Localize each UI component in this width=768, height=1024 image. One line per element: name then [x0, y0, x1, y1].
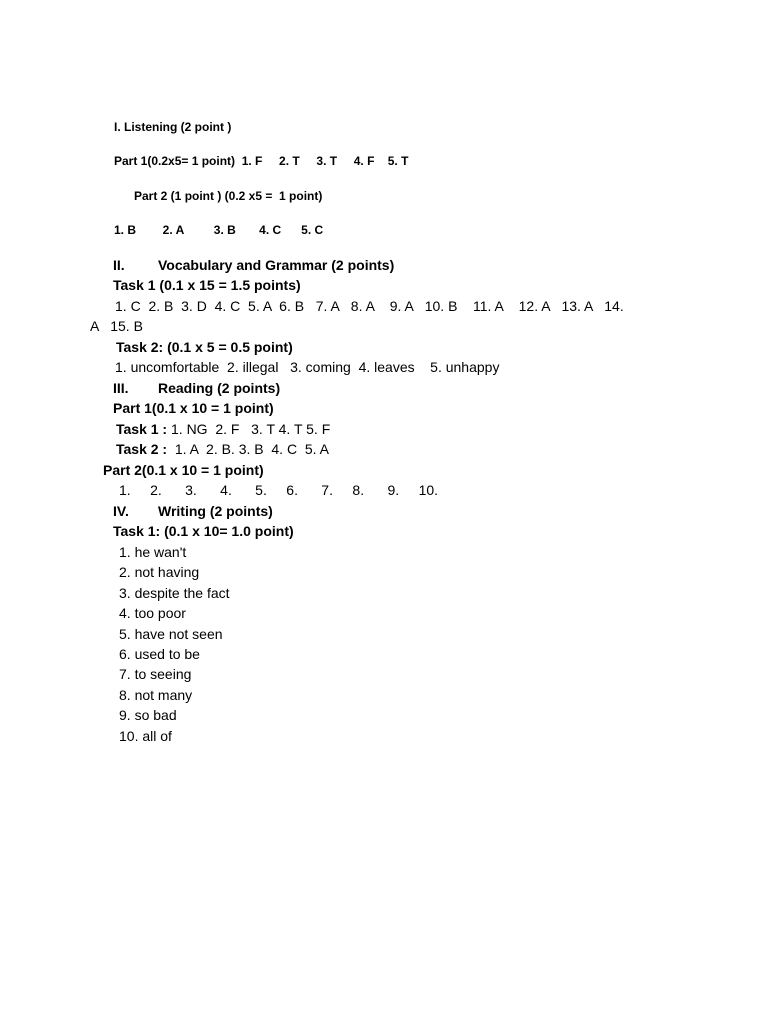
- writing-answer-4: 4. too poor: [119, 605, 186, 621]
- reading-task1-label: Task 1 :: [116, 421, 168, 437]
- vocab-title: Vocabulary and Grammar (2 points): [158, 257, 395, 273]
- writing-answer-10: 10. all of: [119, 728, 172, 744]
- reading-numeral: III.: [113, 380, 129, 396]
- listening-part2-heading: Part 2 (1 point ) (0.2 x5 = 1 point): [134, 189, 323, 203]
- reading-task2-label: Task 2 :: [116, 441, 168, 457]
- vocab-task1-line1: 1. C 2. B 3. D 4. C 5. A 6. B 7. A 8. A 9. A 10. B 11. A 12. A 13. A 14.: [115, 298, 624, 314]
- reading-task1-answers: 1. NG 2. F 3. T 4. T 5. F: [167, 421, 331, 437]
- vocab-task1-line2: A 15. B: [90, 318, 143, 334]
- writing-answer-2: 2. not having: [119, 564, 200, 580]
- writing-answer-3: 3. despite the fact: [119, 585, 230, 601]
- reading-part1-heading: Part 1(0.1 x 10 = 1 point): [113, 400, 274, 416]
- reading-task2-answers: 1. A 2. B. 3. B 4. C 5. A: [167, 441, 329, 457]
- reading-task2-line: [116, 442, 329, 456]
- vocab-numeral: II.: [113, 257, 125, 273]
- vocab-task1-heading: Task 1 (0.1 x 15 = 1.5 points): [113, 277, 301, 293]
- writing-answer-1: 1. he wan't: [119, 544, 187, 560]
- writing-task1-heading: Task 1: (0.1 x 10= 1.0 point): [113, 523, 294, 539]
- writing-answer-5: 5. have not seen: [119, 626, 223, 642]
- reading-title: Reading (2 points): [158, 380, 281, 396]
- vocab-task2-answers: 1. uncomfortable 2. illegal 3. coming 4. leaves 5. unhappy: [115, 359, 500, 375]
- listening-heading: I. Listening (2 point ): [114, 120, 232, 134]
- reading-task1-line: [116, 422, 330, 436]
- listening-part2-answers: 1. B 2. A 3. B 4. C 5. C: [114, 223, 324, 237]
- writing-title: Writing (2 points): [158, 503, 273, 519]
- writing-answer-6: 6. used to be: [119, 646, 200, 662]
- writing-numeral: IV.: [113, 503, 129, 519]
- writing-answer-9: 9. so bad: [119, 707, 177, 723]
- reading-part2-answers: 1. 2. 3. 4. 5. 6. 7. 8. 9. 10.: [119, 482, 439, 498]
- listening-part1: Part 1(0.2x5= 1 point) 1. F 2. T 3. T 4. F 5. T: [114, 154, 409, 168]
- writing-answer-8: 8. not many: [119, 687, 193, 703]
- reading-part2-heading: Part 2(0.1 x 10 = 1 point): [103, 462, 264, 478]
- vocab-task2-heading: Task 2: (0.1 x 5 = 0.5 point): [116, 339, 293, 355]
- writing-answer-7: 7. to seeing: [119, 666, 192, 682]
